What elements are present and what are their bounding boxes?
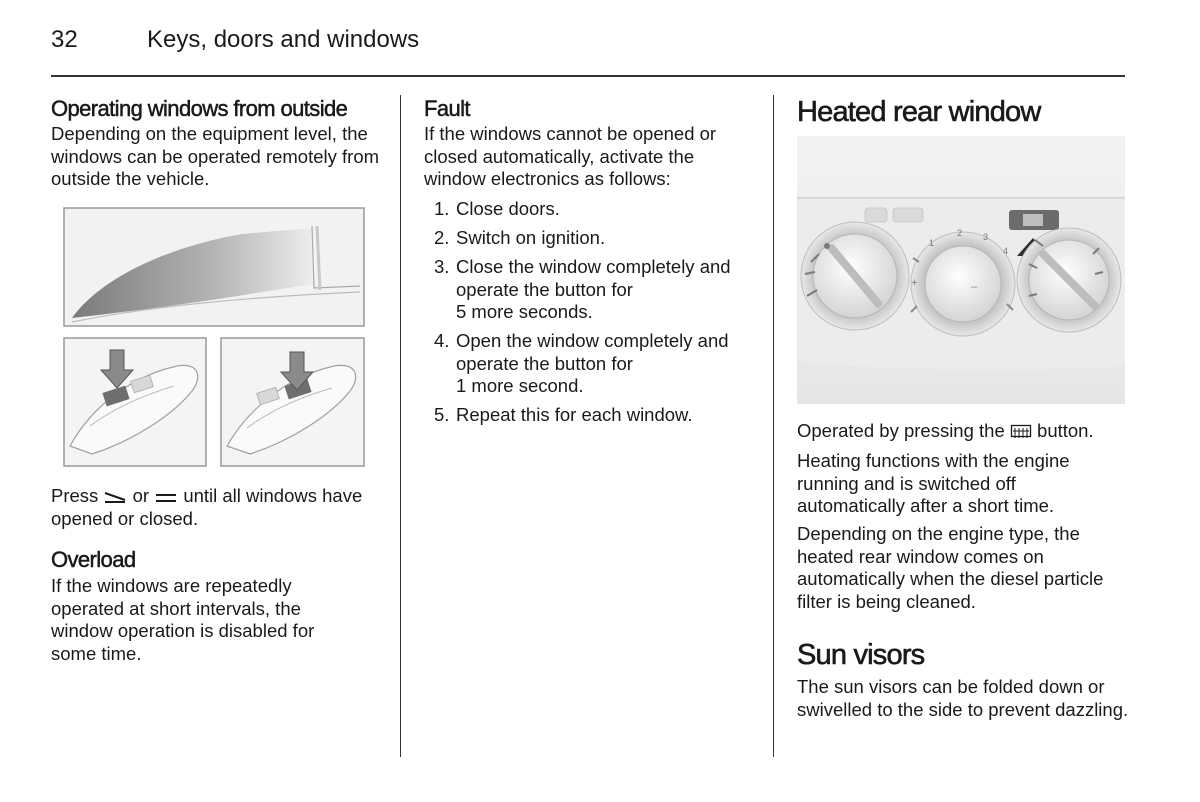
chapter-title: Keys, doors and windows [147,26,420,53]
svg-text:+: + [911,277,918,289]
fault-intro: If the windows cannot be opened or closed automatically, activate the window electronics as follows: [424,123,717,189]
keyfob-close-illustration [64,338,206,466]
heating-functions-text: Heating functions with the engine running and is switched off automatically after a short time. [797,450,1070,516]
header-divider [51,75,1125,77]
list-item: 1. Close doors. [434,198,560,219]
heading-operating-windows: Operating windows from outside [51,96,348,121]
svg-text:1: 1 [929,238,935,248]
rear-defrost-icon [1010,424,1032,440]
window-open-symbol-icon [103,490,127,504]
heading-overload: Overload [51,547,136,572]
svg-text:2: 2 [957,228,963,238]
operated-by-pressing: Operated by pressing the button. [797,420,1094,441]
diesel-filter-text: Depending on the engine type, the heated rear window comes on automatically when the diesel particle filter is being cleaned. [797,523,1104,612]
list-item: 2. Switch on ignition. [434,227,606,248]
heading-fault: Fault [424,96,470,121]
column-divider-2 [773,95,774,757]
overload-text: If the windows are repeatedly operated at short intervals, the window operation is disabled for some time. [51,575,315,664]
press-instruction: Press or until all windows have opened or closed. [51,485,363,529]
list-item: 4. Open the window completely and operate the button for 1 more second. [434,330,729,396]
keyfob-open-illustration [221,338,364,466]
column-divider-1 [400,95,401,757]
climate-control-illustration [797,136,1125,404]
air-distribution-dial-illustration [1017,228,1121,332]
heading-heated-rear-window: Heated rear window [797,96,1041,128]
fault-steps-list [424,198,769,433]
fan-speed-dial-illustration [801,222,909,330]
svg-text:4: 4 [1003,246,1009,256]
list-item: 3. Close the window completely and operate the button for 5 more seconds. [434,256,731,322]
list-item: 5. Repeat this for each window. [434,404,693,425]
svg-text:3: 3 [983,232,989,242]
window-close-symbol-icon [154,490,178,504]
heading-sun-visors: Sun visors [797,639,925,671]
operating-intro: Depending on the equipment level, the windows can be operated remotely from outside the vehicle. [51,123,380,189]
page-number: 32 [51,26,78,53]
window-keyfob-illustration [62,206,366,468]
svg-text:–: – [971,281,978,293]
sun-visors-text: The sun visors can be folded down or swivelled to the side to prevent dazzling. [797,676,1129,720]
